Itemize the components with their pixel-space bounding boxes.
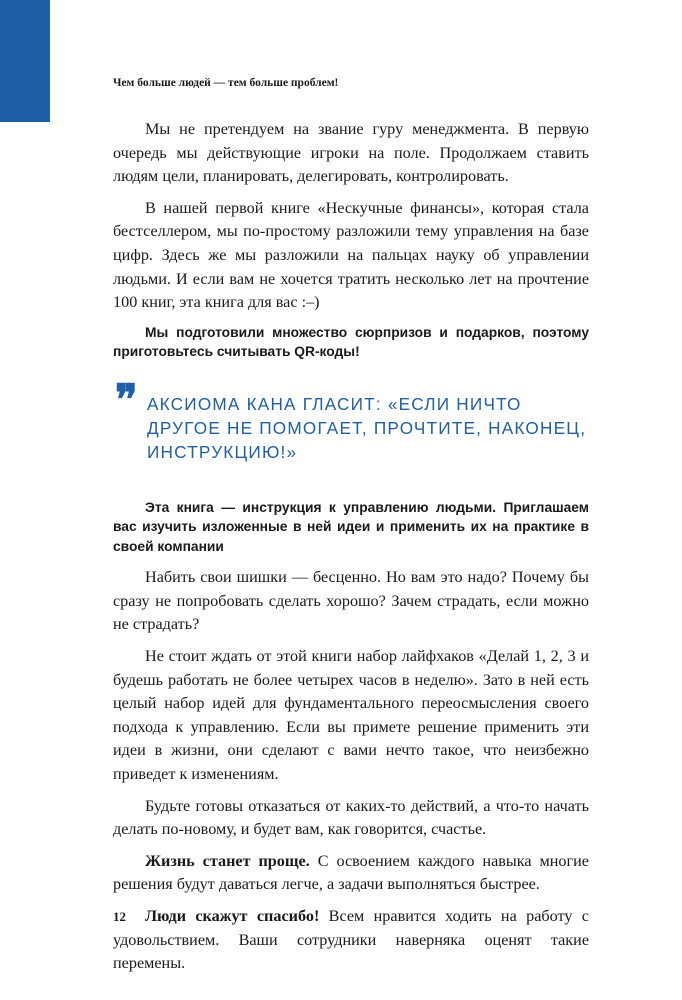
paragraph: В нашей первой книге «Нескучные финансы», которая стала бестселлером, мы по-простому разложили тему управления на базе цифр. Здесь же мы разложили на пальцах науку об управлении людьми. И если вам не хочется тратить несколько лет на прочтение 100 книг, эта книга для вас :–) xyxy=(113,198,589,312)
page-number: 12 xyxy=(113,909,126,924)
pull-quote xyxy=(113,377,589,464)
bold-phrase: Жизнь станет проще. xyxy=(145,851,310,870)
chapter-color-tab xyxy=(0,0,50,122)
paragraph xyxy=(113,850,589,897)
paragraph-text: Всем нравится ходить на работу с удовольствием. Ваши сотрудники наверняка оценят такие перемены. xyxy=(113,906,589,973)
paragraph: Мы не претендуем на звание гуру менеджмента. В первую очередь мы действующие игроки на поле. Продолжаем ставить людям цели, планировать, делегировать, контролировать. xyxy=(113,120,589,186)
paragraph xyxy=(113,905,589,976)
bold-phrase: Люди скажут спасибо! xyxy=(145,906,320,925)
page-body xyxy=(113,118,589,984)
paragraph: Набить свои шишки — бесценно. Но вам это надо? Почему бы сразу не попробовать сделать хорошо? Зачем страдать, если можно не страдать? xyxy=(113,568,589,634)
quote-mark-icon: ❞ xyxy=(115,377,138,424)
lead-paragraph: Мы подготовили множество сюрпризов и подарков, поэтому приготовьтесь считывать QR-коды! xyxy=(113,324,589,360)
lead-paragraph: Эта книга — инструкция к управлению людьми. Приглашаем вас изучить изложенные в ней идеи и применить их на практике в своей компании xyxy=(113,499,589,554)
paragraph-text: С освоением каждого навыка многие решения будут даваться легче, а задачи выполняться быстрее. xyxy=(113,851,589,894)
paragraph: Не стоит ждать от этой книги набор лайфхаков «Делай 1, 2, 3 и будешь работать не более четырех часов в неделю». Зато в ней есть целый набор идей для фундаментального переосмысления своего подхода к управлению. Если вы примете решение применить эти идеи в жизни, они сделают с вами нечто такое, что неизбежно приведет к изменениям. xyxy=(113,647,589,783)
running-title: Чем больше людей — тем больше проблем! xyxy=(113,77,339,89)
paragraph: Будьте готовы отказаться от каких-то действий, а что-то начать делать по-новому, и будет вам, как говорится, счастье. xyxy=(113,796,589,839)
quote-text: АКСИОМА КАНА ГЛАСИТ: «ЕСЛИ НИЧТО ДРУГОЕ НЕ ПОМОГАЕТ, ПРОЧТИТЕ, НАКОНЕЦ, ИНСТРУКЦИЮ!» xyxy=(147,393,587,462)
